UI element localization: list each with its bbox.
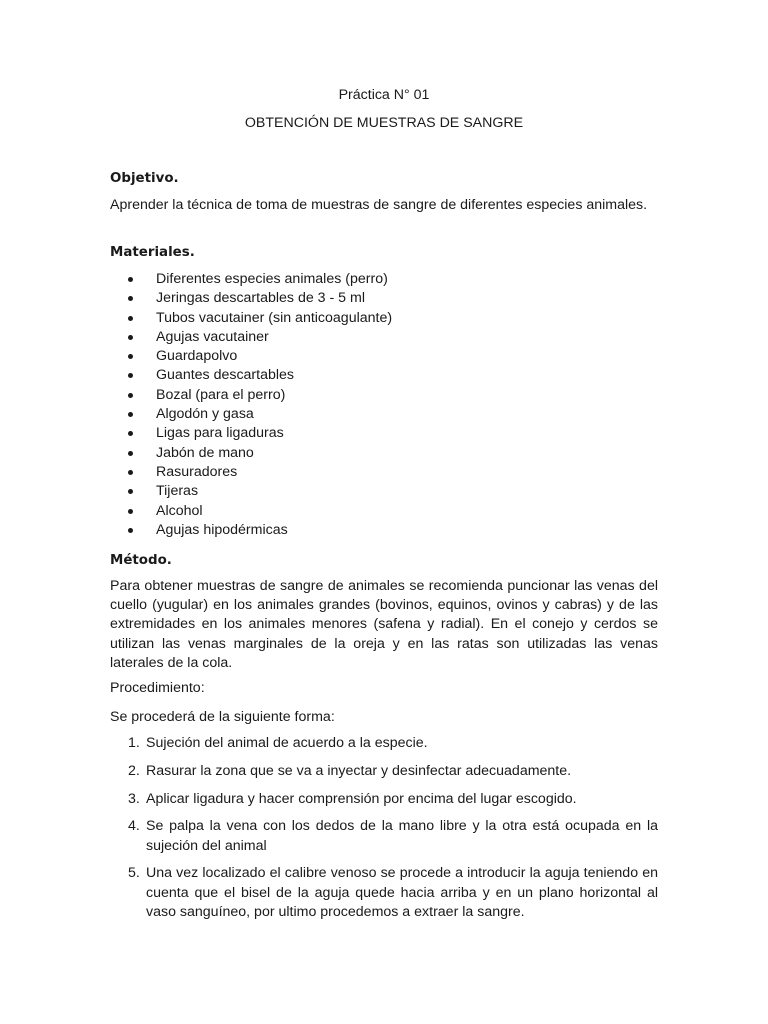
step-number: 3. bbox=[128, 790, 140, 807]
list-item bbox=[110, 328, 392, 347]
material-label: Algodón y gasa bbox=[156, 406, 254, 423]
step-item bbox=[110, 734, 658, 753]
material-label: Rasuradores bbox=[156, 463, 238, 480]
objective-heading: Objetivo. bbox=[110, 171, 179, 186]
bullet-icon bbox=[128, 509, 133, 514]
material-label: Guardapolvo bbox=[156, 348, 238, 365]
step-number: 4. bbox=[128, 818, 140, 835]
materials-list bbox=[110, 270, 392, 540]
material-label: Alcohol bbox=[156, 502, 203, 519]
step-item bbox=[110, 864, 658, 922]
material-label: Jeringas descartables de 3 - 5 ml bbox=[156, 290, 365, 307]
step-number: 1. bbox=[128, 735, 140, 751]
bullet-icon bbox=[128, 451, 133, 456]
material-label: Tubos vacutainer (sin anticoagulante) bbox=[156, 309, 393, 326]
step-item bbox=[110, 817, 658, 855]
list-item bbox=[110, 521, 392, 540]
procedure-label: Procedimiento: bbox=[110, 680, 205, 696]
step-number: 2. bbox=[128, 762, 140, 779]
practice-subtitle: OBTENCIÓN DE MUESTRAS DE SANGRE bbox=[244, 115, 524, 131]
step-text: Rasurar la zona que se va a inyectar y desinfectar adecuadamente. bbox=[146, 762, 572, 779]
procedure-intro: Se procederá de la siguiente forma: bbox=[110, 709, 335, 725]
bullet-icon bbox=[128, 393, 133, 398]
step-text: Una vez localizado el calibre venoso se procede a introducir la aguja teniendo en cuenta que el bisel de la aguja quede hacia arriba y en un plano horizontal al vaso sanguíneo, por ultimo procedemos a extraer la sangre. bbox=[146, 865, 658, 920]
list-item bbox=[110, 289, 392, 308]
step-text: Sujeción del animal de acuerdo a la especie. bbox=[146, 735, 428, 751]
bullet-icon bbox=[128, 277, 133, 282]
bullet-icon bbox=[128, 316, 133, 321]
material-label: Agujas vacutainer bbox=[156, 328, 269, 345]
step-text: Aplicar ligadura y hacer comprensión por encima del lugar escogido. bbox=[146, 790, 577, 807]
bullet-icon bbox=[128, 528, 133, 533]
list-item bbox=[110, 347, 392, 366]
bullet-icon bbox=[128, 354, 133, 359]
bullet-icon bbox=[128, 412, 133, 417]
list-item bbox=[110, 270, 392, 289]
step-item bbox=[110, 790, 658, 809]
step-number: 5. bbox=[128, 865, 140, 882]
material-label: Diferentes especies animales (perro) bbox=[156, 271, 388, 287]
method-text: Para obtener muestras de sangre de animales se recomienda puncionar las venas del cuello (yugular) en los animales grandes (bovinos, equinos, ovinos y cabras) y de las extremidades en los animales menores (safena y radial). En el conejo y cerdos se utilizan las venas marginales de la oreja y en las ratas son utilizadas las venas laterales de la cola. bbox=[110, 578, 658, 671]
list-item bbox=[110, 444, 392, 463]
material-label: Guantes descartables bbox=[156, 367, 295, 384]
procedure-steps bbox=[110, 734, 658, 931]
list-item bbox=[110, 366, 392, 385]
material-label: Bozal (para el perro) bbox=[156, 386, 286, 403]
bullet-icon bbox=[128, 296, 133, 301]
step-text: Se palpa la vena con los dedos de la mano libre y la otra está ocupada en la sujeción del animal bbox=[146, 818, 658, 854]
list-item bbox=[110, 424, 392, 443]
bullet-icon bbox=[128, 489, 133, 494]
list-item bbox=[110, 386, 392, 405]
bullet-icon bbox=[128, 470, 133, 475]
bullet-icon bbox=[128, 335, 133, 340]
materials-heading: Materiales. bbox=[110, 245, 195, 260]
list-item bbox=[110, 482, 392, 501]
material-label: Jabón de mano bbox=[156, 444, 254, 461]
bullet-icon bbox=[128, 431, 133, 436]
list-item bbox=[110, 463, 392, 482]
material-label: Ligas para ligaduras bbox=[156, 425, 284, 442]
method-heading: Método. bbox=[110, 553, 172, 568]
list-item bbox=[110, 405, 392, 424]
material-label: Tijeras bbox=[156, 483, 199, 500]
practice-title: Práctica N° 01 bbox=[338, 87, 430, 103]
objective-text: Aprender la técnica de toma de muestras de sangre de diferentes especies animales. bbox=[110, 197, 648, 213]
list-item bbox=[110, 309, 392, 328]
bullet-icon bbox=[128, 373, 133, 378]
step-item bbox=[110, 762, 658, 781]
list-item bbox=[110, 502, 392, 521]
material-label: Agujas hipodérmicas bbox=[156, 521, 288, 538]
